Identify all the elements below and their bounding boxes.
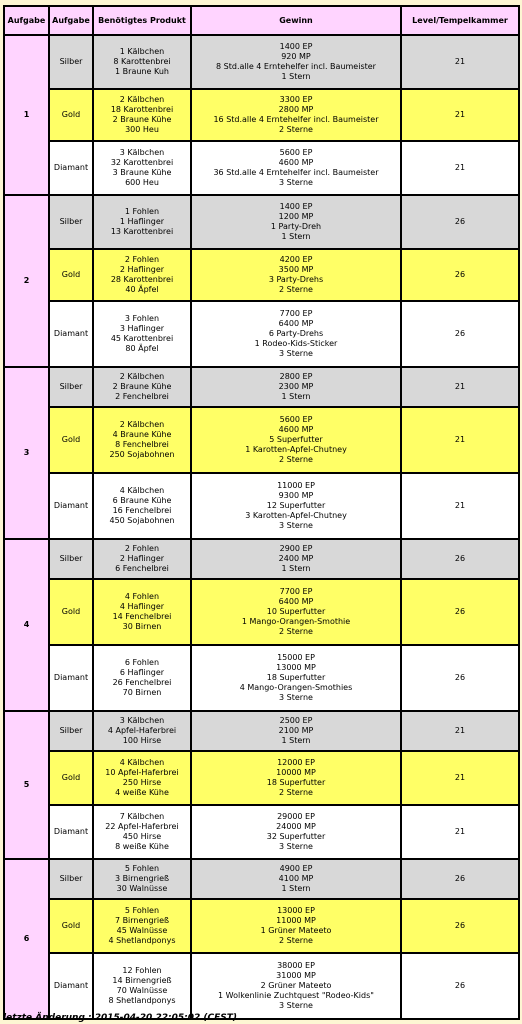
- table-row: [4, 579, 519, 645]
- stufe-cell: Gold: [49, 899, 93, 953]
- gewinn-cell: 2500 EP 2100 MP 1 Stern: [191, 711, 401, 751]
- last-modified-footer: letzte Änderung : 2015-04-20 22:05:02 (CEST): [3, 1013, 237, 1023]
- gewinn-cell: 4200 EP 3500 MP 3 Party-Drehs 2 Sterne: [191, 249, 401, 301]
- table-row: [4, 953, 519, 1019]
- produkt-cell: 1 Kälbchen 8 Karottenbrei 1 Braune Kuh: [93, 35, 191, 89]
- produkt-cell: 4 Fohlen 4 Haflinger 14 Fenchelbrei 30 Birnen: [93, 579, 191, 645]
- level-cell: 26: [401, 953, 519, 1019]
- table-row: [4, 711, 519, 751]
- stufe-cell: Silber: [49, 367, 93, 407]
- gewinn-cell: 4900 EP 4100 MP 1 Stern: [191, 859, 401, 899]
- table-row: [4, 539, 519, 579]
- header-row: [4, 6, 519, 35]
- table-row: [4, 367, 519, 407]
- table-row: [4, 195, 519, 249]
- gewinn-cell: 5600 EP 4600 MP 5 Superfutter 1 Karotten-Apfel-Chutney 2 Sterne: [191, 407, 401, 473]
- gewinn-cell: 38000 EP 31000 MP 2 Grüner Mateeto 1 Wolkenlinie Zuchtquest "Rodeo-Kids" 3 Sterne: [191, 953, 401, 1019]
- table-row: [4, 473, 519, 539]
- produkt-cell: 5 Fohlen 3 Birnengrieß 30 Walnüsse: [93, 859, 191, 899]
- level-cell: 21: [401, 35, 519, 89]
- produkt-cell: 5 Fohlen 7 Birnengrieß 45 Walnüsse 4 Shetlandponys: [93, 899, 191, 953]
- stufe-cell: Silber: [49, 35, 93, 89]
- gewinn-cell: 7700 EP 6400 MP 6 Party-Drehs 1 Rodeo-Kids-Sticker 3 Sterne: [191, 301, 401, 367]
- aufgabe-number: 2: [4, 195, 49, 367]
- header-gewinn: Gewinn: [191, 6, 401, 35]
- table-row: [4, 645, 519, 711]
- level-cell: 26: [401, 859, 519, 899]
- table-row: [4, 407, 519, 473]
- level-cell: 26: [401, 899, 519, 953]
- produkt-cell: 3 Fohlen 3 Haflinger 45 Karottenbrei 80 Äpfel: [93, 301, 191, 367]
- level-cell: 21: [401, 407, 519, 473]
- stufe-cell: Diamant: [49, 645, 93, 711]
- level-cell: 21: [401, 367, 519, 407]
- level-cell: 26: [401, 579, 519, 645]
- gewinn-cell: 3300 EP 2800 MP 16 Std.alle 4 Erntehelfer incl. Baumeister 2 Sterne: [191, 89, 401, 141]
- produkt-cell: 6 Fohlen 6 Haflinger 26 Fenchelbrei 70 Birnen: [93, 645, 191, 711]
- quest-table: [3, 5, 520, 1020]
- produkt-cell: 3 Kälbchen 4 Apfel-Haferbrei 100 Hirse: [93, 711, 191, 751]
- produkt-cell: 2 Fohlen 2 Haflinger 6 Fenchelbrei: [93, 539, 191, 579]
- table-row: [4, 899, 519, 953]
- stufe-cell: Gold: [49, 579, 93, 645]
- level-cell: 26: [401, 539, 519, 579]
- level-cell: 21: [401, 89, 519, 141]
- level-cell: 21: [401, 141, 519, 195]
- header-stufe: Aufgabe: [49, 6, 93, 35]
- aufgabe-number: 6: [4, 859, 49, 1019]
- table-row: [4, 89, 519, 141]
- stufe-cell: Diamant: [49, 141, 93, 195]
- table-row: [4, 859, 519, 899]
- level-cell: 21: [401, 711, 519, 751]
- gewinn-cell: 29000 EP 24000 MP 32 Superfutter 3 Sterne: [191, 805, 401, 859]
- stufe-cell: Diamant: [49, 301, 93, 367]
- table-row: [4, 141, 519, 195]
- aufgabe-number: 3: [4, 367, 49, 539]
- stufe-cell: Diamant: [49, 473, 93, 539]
- produkt-cell: 2 Kälbchen 2 Braune Kühe 2 Fenchelbrei: [93, 367, 191, 407]
- stufe-cell: Gold: [49, 249, 93, 301]
- header-aufgabe: Aufgabe: [4, 6, 49, 35]
- produkt-cell: 1 Fohlen 1 Haflinger 13 Karottenbrei: [93, 195, 191, 249]
- level-cell: 21: [401, 805, 519, 859]
- stufe-cell: Silber: [49, 859, 93, 899]
- stufe-cell: Silber: [49, 195, 93, 249]
- aufgabe-number: 4: [4, 539, 49, 711]
- gewinn-cell: 12000 EP 10000 MP 18 Superfutter 2 Sterne: [191, 751, 401, 805]
- gewinn-cell: 2900 EP 2400 MP 1 Stern: [191, 539, 401, 579]
- gewinn-cell: 15000 EP 13000 MP 18 Superfutter 4 Mango-Orangen-Smothies 3 Sterne: [191, 645, 401, 711]
- produkt-cell: 2 Kälbchen 4 Braune Kühe 8 Fenchelbrei 250 Sojabohnen: [93, 407, 191, 473]
- produkt-cell: 3 Kälbchen 32 Karottenbrei 3 Braune Kühe 600 Heu: [93, 141, 191, 195]
- stufe-cell: Gold: [49, 89, 93, 141]
- stufe-cell: Silber: [49, 711, 93, 751]
- stufe-cell: Silber: [49, 539, 93, 579]
- stufe-cell: Diamant: [49, 953, 93, 1019]
- level-cell: 26: [401, 195, 519, 249]
- stufe-cell: Gold: [49, 407, 93, 473]
- level-cell: 26: [401, 645, 519, 711]
- gewinn-cell: 1400 EP 1200 MP 1 Party-Dreh 1 Stern: [191, 195, 401, 249]
- level-cell: 21: [401, 751, 519, 805]
- stufe-cell: Diamant: [49, 805, 93, 859]
- gewinn-cell: 2800 EP 2300 MP 1 Stern: [191, 367, 401, 407]
- header-level: Level/Tempelkammer: [401, 6, 519, 35]
- table-row: [4, 35, 519, 89]
- level-cell: 26: [401, 301, 519, 367]
- gewinn-cell: 11000 EP 9300 MP 12 Superfutter 3 Karotten-Apfel-Chutney 3 Sterne: [191, 473, 401, 539]
- produkt-cell: 2 Kälbchen 18 Karottenbrei 2 Braune Kühe 300 Heu: [93, 89, 191, 141]
- produkt-cell: 4 Kälbchen 6 Braune Kühe 16 Fenchelbrei 450 Sojabohnen: [93, 473, 191, 539]
- level-cell: 21: [401, 473, 519, 539]
- aufgabe-number: 5: [4, 711, 49, 859]
- produkt-cell: 4 Kälbchen 10 Apfel-Haferbrei 250 Hirse 4 weiße Kühe: [93, 751, 191, 805]
- header-produkt: Benötigtes Produkt: [93, 6, 191, 35]
- table-row: [4, 805, 519, 859]
- produkt-cell: 12 Fohlen 14 Birnengrieß 70 Walnüsse 8 Shetlandponys: [93, 953, 191, 1019]
- table-row: [4, 751, 519, 805]
- gewinn-cell: 5600 EP 4600 MP 36 Std.alle 4 Erntehelfer incl. Baumeister 3 Sterne: [191, 141, 401, 195]
- gewinn-cell: 1400 EP 920 MP 8 Std.alle 4 Erntehelfer incl. Baumeister 1 Stern: [191, 35, 401, 89]
- produkt-cell: 2 Fohlen 2 Haflinger 28 Karottenbrei 40 Äpfel: [93, 249, 191, 301]
- gewinn-cell: 7700 EP 6400 MP 10 Superfutter 1 Mango-Orangen-Smothie 2 Sterne: [191, 579, 401, 645]
- gewinn-cell: 13000 EP 11000 MP 1 Grüner Mateeto 2 Sterne: [191, 899, 401, 953]
- aufgabe-number: 1: [4, 35, 49, 195]
- level-cell: 26: [401, 249, 519, 301]
- table-row: [4, 249, 519, 301]
- produkt-cell: 7 Kälbchen 22 Apfel-Haferbrei 450 Hirse 8 weiße Kühe: [93, 805, 191, 859]
- stufe-cell: Gold: [49, 751, 93, 805]
- table-row: [4, 301, 519, 367]
